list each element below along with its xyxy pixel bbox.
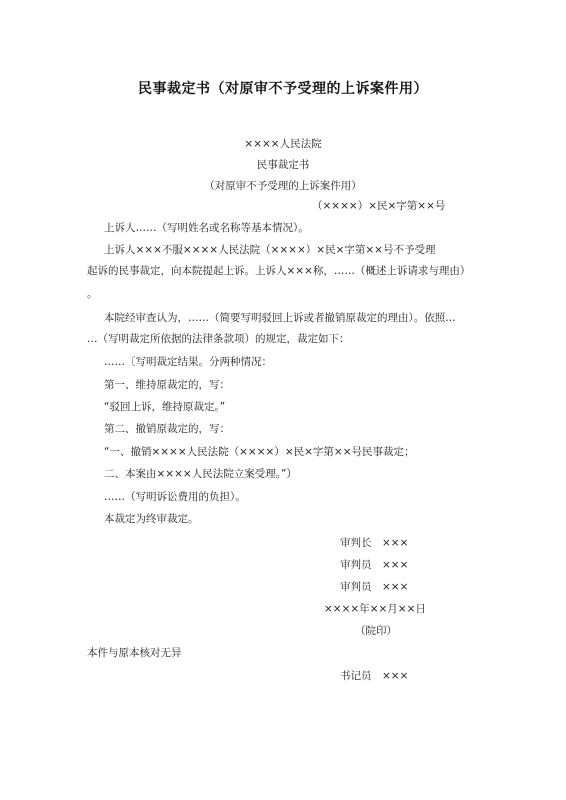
costs-line: ……（写明诉讼费用的负担）。 [104, 491, 246, 503]
case1-text: “驳回上诉，维持原裁定。” [104, 401, 226, 413]
court-name: ××××人民法院 [244, 138, 322, 150]
para-result: ……〔写明裁定结果。分两种情况： [104, 356, 272, 368]
document-title: 民事裁定书（对原审不予受理的上诉案件用） [138, 81, 428, 97]
court-seal: （院印） [355, 625, 397, 637]
judge-1: 审判员 ××× [340, 559, 409, 571]
case1-label: 第一、维持原裁定的，写： [104, 379, 230, 391]
case2-text-line-2: 二、本案由××××人民法院立案受理。”） [104, 468, 297, 480]
decision-date: ××××年××月××日 [324, 603, 426, 615]
para-finding-line-2: …（写明裁定所依据的法律条款项）的规定，裁定如下： [87, 333, 350, 345]
para-appeal-line-1: 上诉人×××不服××××人民法院（××××）×民×字第××号不予受理 [104, 244, 436, 256]
verification-note: 本件与原本核对无异 [87, 647, 182, 659]
case-number: （××××）×民×字第××号 [312, 200, 446, 212]
judge-2: 审判员 ××× [340, 581, 409, 593]
para-appeal-line-3: 。 [87, 288, 98, 300]
case2-label: 第二、撤销原裁定的，写： [104, 423, 230, 435]
para-finding-line-1: 本院经审查认为，……（简要写明驳回上诉或者撤销原裁定的理由）。依照… [104, 312, 456, 324]
doc-name: 民事裁定书 [256, 159, 310, 171]
doc-subtitle: （对原审不予受理的上诉案件用） [204, 180, 362, 192]
clerk: 书记员 ××× [340, 670, 409, 682]
para-appeal-line-2: 起诉的民事裁定，向本院提起上诉。上诉人×××称，……（概述上诉请求与理由） [87, 265, 471, 277]
para-appellant: 上诉人……（写明姓名或名称等基本情况）。 [104, 222, 309, 234]
presiding-judge: 审判长 ××× [340, 537, 409, 549]
final-line: 本裁定为终审裁定。 [104, 513, 199, 525]
case2-text-line-1: “一、撤销××××人民法院（××××）×民×字第××号民事裁定； [104, 446, 415, 458]
